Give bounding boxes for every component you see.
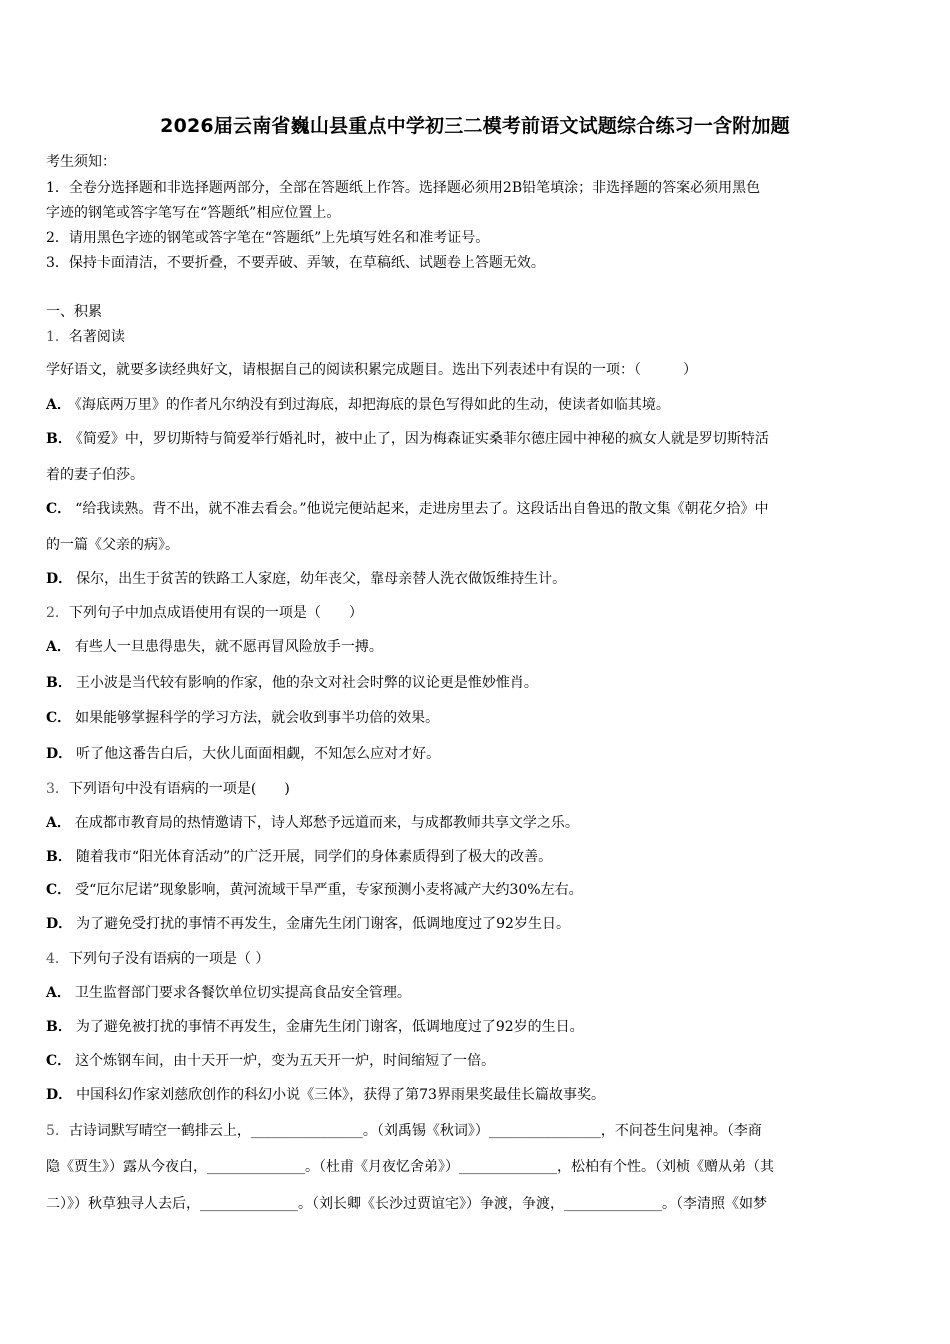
question-2-option-c	[46, 707, 439, 727]
question-4-stem	[46, 948, 269, 968]
question-3-option-b	[46, 846, 552, 866]
question-3-option-c	[46, 879, 583, 899]
notice-line-3: 3．保持卡面清洁，不要折叠，不要弄破、弄皱，在草稿纸、试题卷上答题无效。	[46, 255, 545, 271]
question-text: 古诗词默写晴空一鹤排云上，________________。（刘禹锡《秋词》）________________，不问苍生问鬼神。（李商	[68, 1123, 762, 1139]
option-text: 如果能够掌握科学的学习方法，就会收到事半功倍的效果。	[75, 710, 440, 726]
option-label: B．	[46, 1019, 72, 1035]
question-2-option-b	[46, 672, 538, 692]
question-number: 2．	[46, 605, 69, 621]
question-text: 下列句子中加点成语使用有误的一项是（ ）	[68, 605, 363, 621]
question-1-option-c-cont: 的一篇《父亲的病》。	[46, 537, 179, 553]
question-1-option-a	[46, 394, 670, 414]
option-label: D．	[46, 571, 73, 587]
notice-heading: 考生须知：	[46, 154, 116, 170]
question-4-option-a	[46, 982, 411, 1002]
option-label: A．	[46, 639, 71, 655]
question-3-option-d	[46, 913, 570, 933]
option-label: A．	[46, 985, 71, 1001]
question-2-option-a	[46, 636, 383, 656]
option-label: B．	[46, 675, 72, 691]
question-number: 5．	[46, 1123, 69, 1139]
option-label: C．	[46, 501, 72, 517]
option-text: 为了避免被打扰的事情不再发生，金庸先生闭门谢客，低调地度过了92岁的生日。	[75, 1019, 584, 1035]
option-text: 《海底两万里》的作者凡尔纳没有到过海底，却把海底的景色写得如此的生动，使读者如临其境。	[74, 397, 670, 413]
option-text: 受“厄尔尼诺”现象影响，黄河流域干旱严重，专家预测小麦将减产大约30%左右。	[75, 882, 583, 898]
option-label: B．	[46, 431, 72, 447]
question-3-stem	[46, 778, 290, 798]
question-title: 名著阅读	[68, 329, 125, 345]
option-label: C．	[46, 1053, 72, 1069]
question-5-line-3: 二）》）秋草独寻人去后，______________。（刘长卿《长沙过贾谊宅》）争渡，争渡，______________。（李清照《如梦	[46, 1196, 767, 1212]
option-label: D．	[46, 1087, 73, 1103]
question-4-option-d	[46, 1084, 605, 1104]
option-label: C．	[46, 710, 72, 726]
option-text: 在成都市教育局的热情邀请下，诗人郑愁予远道而来，与成都教师共享文学之乐。	[74, 815, 579, 831]
notice-line-2: 2．请用黑色字迹的钢笔或答字笔在“答题纸”上先填写姓名和准考证号。	[46, 230, 490, 246]
notice-line-1b: 字迹的钢笔或答字笔写在“答题纸”相应位置上。	[46, 205, 341, 221]
question-5-line-1	[46, 1120, 762, 1140]
question-1-heading	[46, 326, 125, 346]
option-label: D．	[46, 746, 73, 762]
option-text: 听了他这番告白后，大伙儿面面相觑，不知怎么应对才好。	[76, 746, 441, 762]
question-text: 下列语句中没有语病的一项是( )	[68, 781, 290, 797]
option-label: B．	[46, 849, 72, 865]
page-title: 2026届云南省巍山县重点中学初三二模考前语文试题综合练习一含附加题	[160, 115, 790, 137]
option-text: 卫生监督部门要求各餐饮单位切实提高食品安全管理。	[74, 985, 411, 1001]
option-label: D．	[46, 916, 73, 932]
option-text: 保尔，出生于贫苦的铁路工人家庭，幼年丧父，靠母亲替人洗衣做饭维持生计。	[76, 571, 567, 587]
question-1-option-b-cont: 着的妻子伯莎。	[46, 467, 144, 483]
question-1-option-d	[46, 568, 566, 588]
question-2-stem	[46, 602, 363, 622]
option-text: “给我读熟。背不出，就不准去看会。”他说完便站起来，走进房里去了。这段话出自鲁迅的散文集《朝花夕拾》中	[75, 501, 769, 517]
question-3-option-a	[46, 812, 579, 832]
option-text: 王小波是当代较有影响的作家，他的杂文对社会时弊的议论更是惟妙惟肖。	[75, 675, 538, 691]
question-4-option-b	[46, 1016, 584, 1036]
question-5-line-2: 隐《贾生》）露从今夜白，______________。（杜甫《月夜忆舍弟》）______________，松柏有个性。（刘桢《赠从弟（其	[46, 1159, 774, 1175]
question-number: 1．	[46, 329, 69, 345]
option-text: 《简爱》中，罗切斯特与简爱举行婚礼时，被中止了，因为梅森证实桑菲尔德庄园中神秘的疯女人就是罗切斯特活	[75, 431, 769, 447]
option-text: 为了避免受打扰的事情不再发生，金庸先生闭门谢客，低调地度过了92岁生日。	[76, 916, 570, 932]
question-1-option-b	[46, 428, 769, 448]
section-heading: 一、积累	[46, 304, 102, 320]
option-text: 有些人一旦患得患失，就不愿再冒风险放手一搏。	[74, 639, 383, 655]
option-label: A．	[46, 397, 71, 413]
question-4-option-c	[46, 1050, 495, 1070]
option-text: 随着我市“阳光体育活动”的广泛开展，同学们的身体素质得到了极大的改善。	[75, 849, 553, 865]
option-label: A．	[46, 815, 71, 831]
question-number: 3．	[46, 781, 69, 797]
question-text: 下列句子没有语病的一项是（ ）	[68, 951, 270, 967]
question-1-option-c	[46, 498, 768, 518]
option-label: C．	[46, 882, 72, 898]
question-number: 4．	[46, 951, 69, 967]
notice-line-1: 1．全卷分选择题和非选择题两部分，全部在答题纸上作答。选择题必须用2B铅笔填涂；非选择题的答案必须用黑色	[46, 180, 761, 196]
option-text: 中国科幻作家刘慈欣创作的科幻小说《三体》，获得了第73界雨果奖最佳长篇故事奖。	[76, 1087, 605, 1103]
option-text: 这个炼钢车间，由十天开一炉，变为五天开一炉，时间缩短了一倍。	[75, 1053, 496, 1069]
question-1-stem: 学好语文，就要多读经典好文，请根据自己的阅读积累完成题目。选出下列表述中有误的一项：（ ）	[46, 362, 697, 378]
question-2-option-d	[46, 743, 440, 763]
